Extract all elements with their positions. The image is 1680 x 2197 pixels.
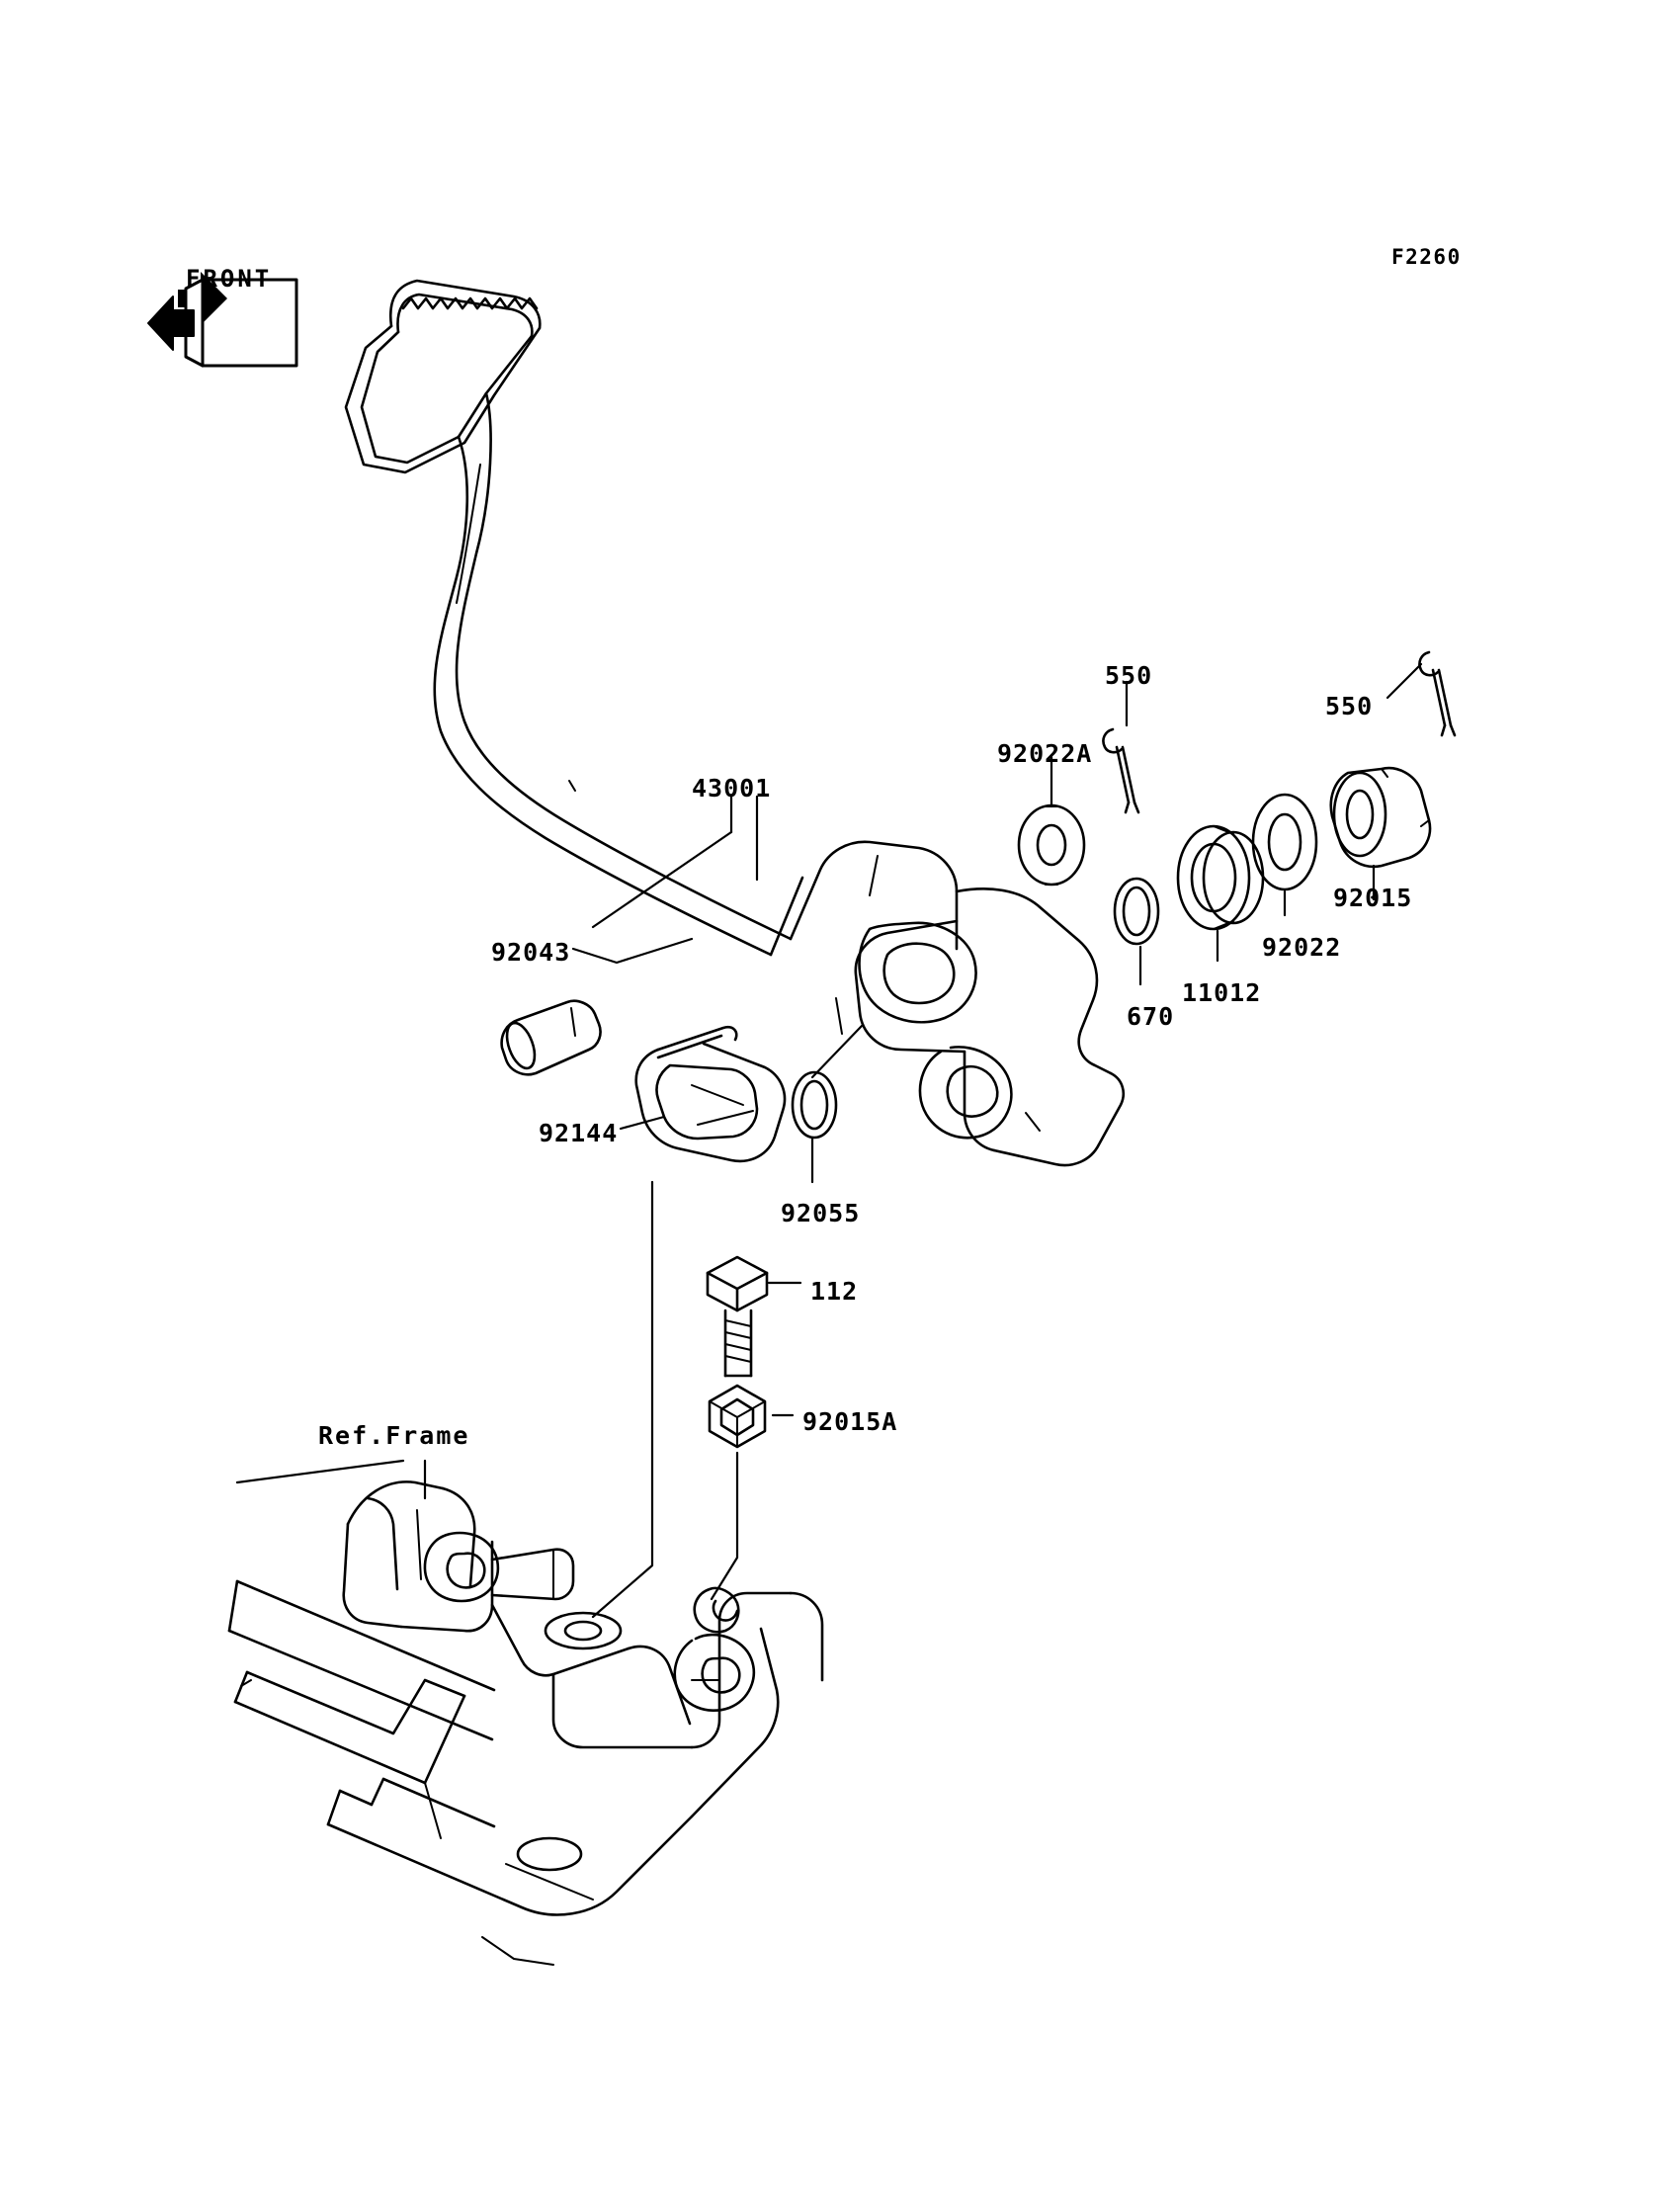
front-label: FRONT — [186, 265, 273, 293]
callout-550-right: 550 — [1325, 692, 1374, 720]
o-ring-670 — [1115, 879, 1158, 944]
callout-112: 112 — [810, 1277, 859, 1306]
pedal-hub — [771, 842, 1124, 1165]
callout-92015: 92015 — [1333, 884, 1413, 912]
callout-11012: 11012 — [1182, 978, 1262, 1007]
callout-550-left: 550 — [1105, 661, 1153, 690]
callout-43001: 43001 — [692, 774, 772, 803]
nut-92015 — [1331, 768, 1430, 867]
callout-92055: 92055 — [781, 1199, 861, 1227]
washer-92022 — [1253, 795, 1316, 889]
spring-92144 — [636, 1027, 785, 1161]
brake-pedal-part — [346, 281, 791, 955]
callout-92015A: 92015A — [802, 1407, 898, 1436]
callout-670: 670 — [1127, 1002, 1175, 1031]
cotter-pin-550-right — [1419, 652, 1455, 735]
ref-frame-label: Ref.Frame — [318, 1421, 470, 1450]
callout-92144: 92144 — [539, 1119, 619, 1147]
o-ring-92055 — [793, 1072, 836, 1138]
cap-11012 — [1178, 826, 1263, 929]
callout-92043: 92043 — [491, 938, 571, 967]
bolt-112 — [708, 1257, 767, 1376]
callout-92022A: 92022A — [997, 739, 1093, 768]
washer-92022A — [1019, 805, 1084, 885]
nut-92015A — [710, 1386, 765, 1447]
leader-lines — [237, 664, 1421, 1617]
callout-92022: 92022 — [1262, 933, 1342, 962]
cotter-pin-550-left — [1103, 729, 1138, 812]
pin-92043 — [502, 1001, 601, 1074]
frame-assembly — [229, 1481, 822, 1965]
diagram-code: F2260 — [1391, 245, 1462, 269]
